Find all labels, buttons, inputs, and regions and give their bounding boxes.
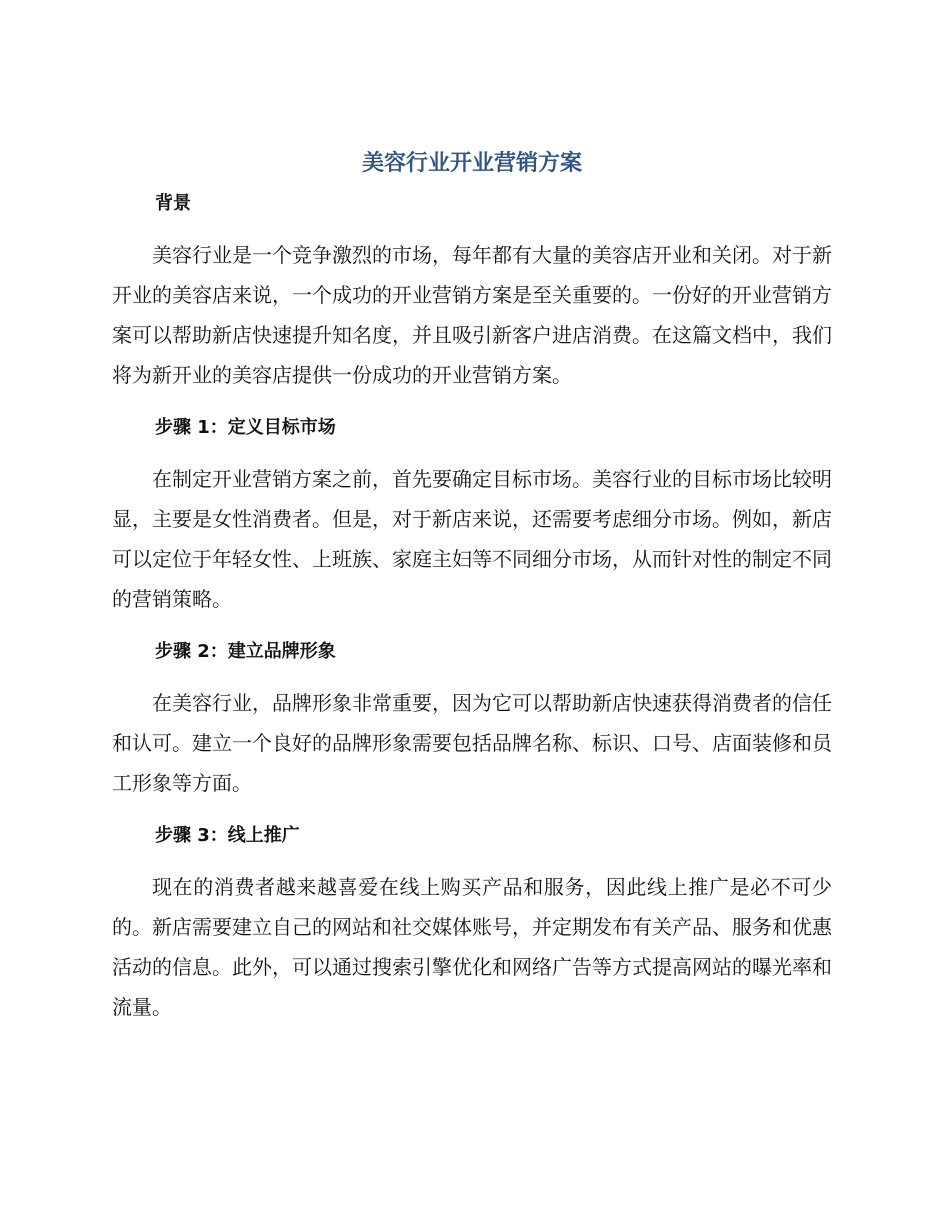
section-paragraph: 在制定开业营销方案之前，首先要确定目标市场。美容行业的目标市场比较明显，主要是女性消费者。但是，对于新店来说，还需要考虑细分市场。例如，新店可以定位于年轻女性、上班族、家庭主妇等不同细分市场，从而针对性的制定不同的营销策略。	[112, 467, 832, 611]
section-paragraph: 在美容行业，品牌形象非常重要，因为它可以帮助新店快速获得消费者的信任和认可。建立一个良好的品牌形象需要包括品牌名称、标识、口号、店面装修和员工形象等方面。	[112, 691, 832, 795]
section-heading: 步骤 2：建立品牌形象	[155, 641, 336, 662]
document-content	[112, 145, 832, 1047]
section-heading: 步骤 3：线上推广	[155, 825, 300, 846]
document-title: 美容行业开业营销方案	[361, 151, 582, 176]
section-heading: 背景	[155, 193, 191, 214]
section-background	[112, 191, 832, 395]
section-paragraph: 美容行业是一个竞争激烈的市场，每年都有大量的美容店开业和关闭。对于新开业的美容店来说，一个成功的开业营销方案是至关重要的。一份好的开业营销方案可以帮助新店快速提升知名度，并且吸引新客户进店消费。在这篇文档中，我们将为新开业的美容店提供一份成功的开业营销方案。	[112, 243, 832, 387]
section-step-1	[112, 415, 832, 619]
section-step-2	[112, 639, 832, 803]
section-heading: 步骤 1：定义目标市场	[155, 417, 336, 438]
section-step-3	[112, 823, 832, 1027]
section-paragraph: 现在的消费者越来越喜爱在线上购买产品和服务，因此线上推广是必不可少的。新店需要建立自己的网站和社交媒体账号，并定期发布有关产品、服务和优惠活动的信息。此外，可以通过搜索引擎优化和网络广告等方式提高网站的曝光率和流量。	[112, 875, 832, 1019]
